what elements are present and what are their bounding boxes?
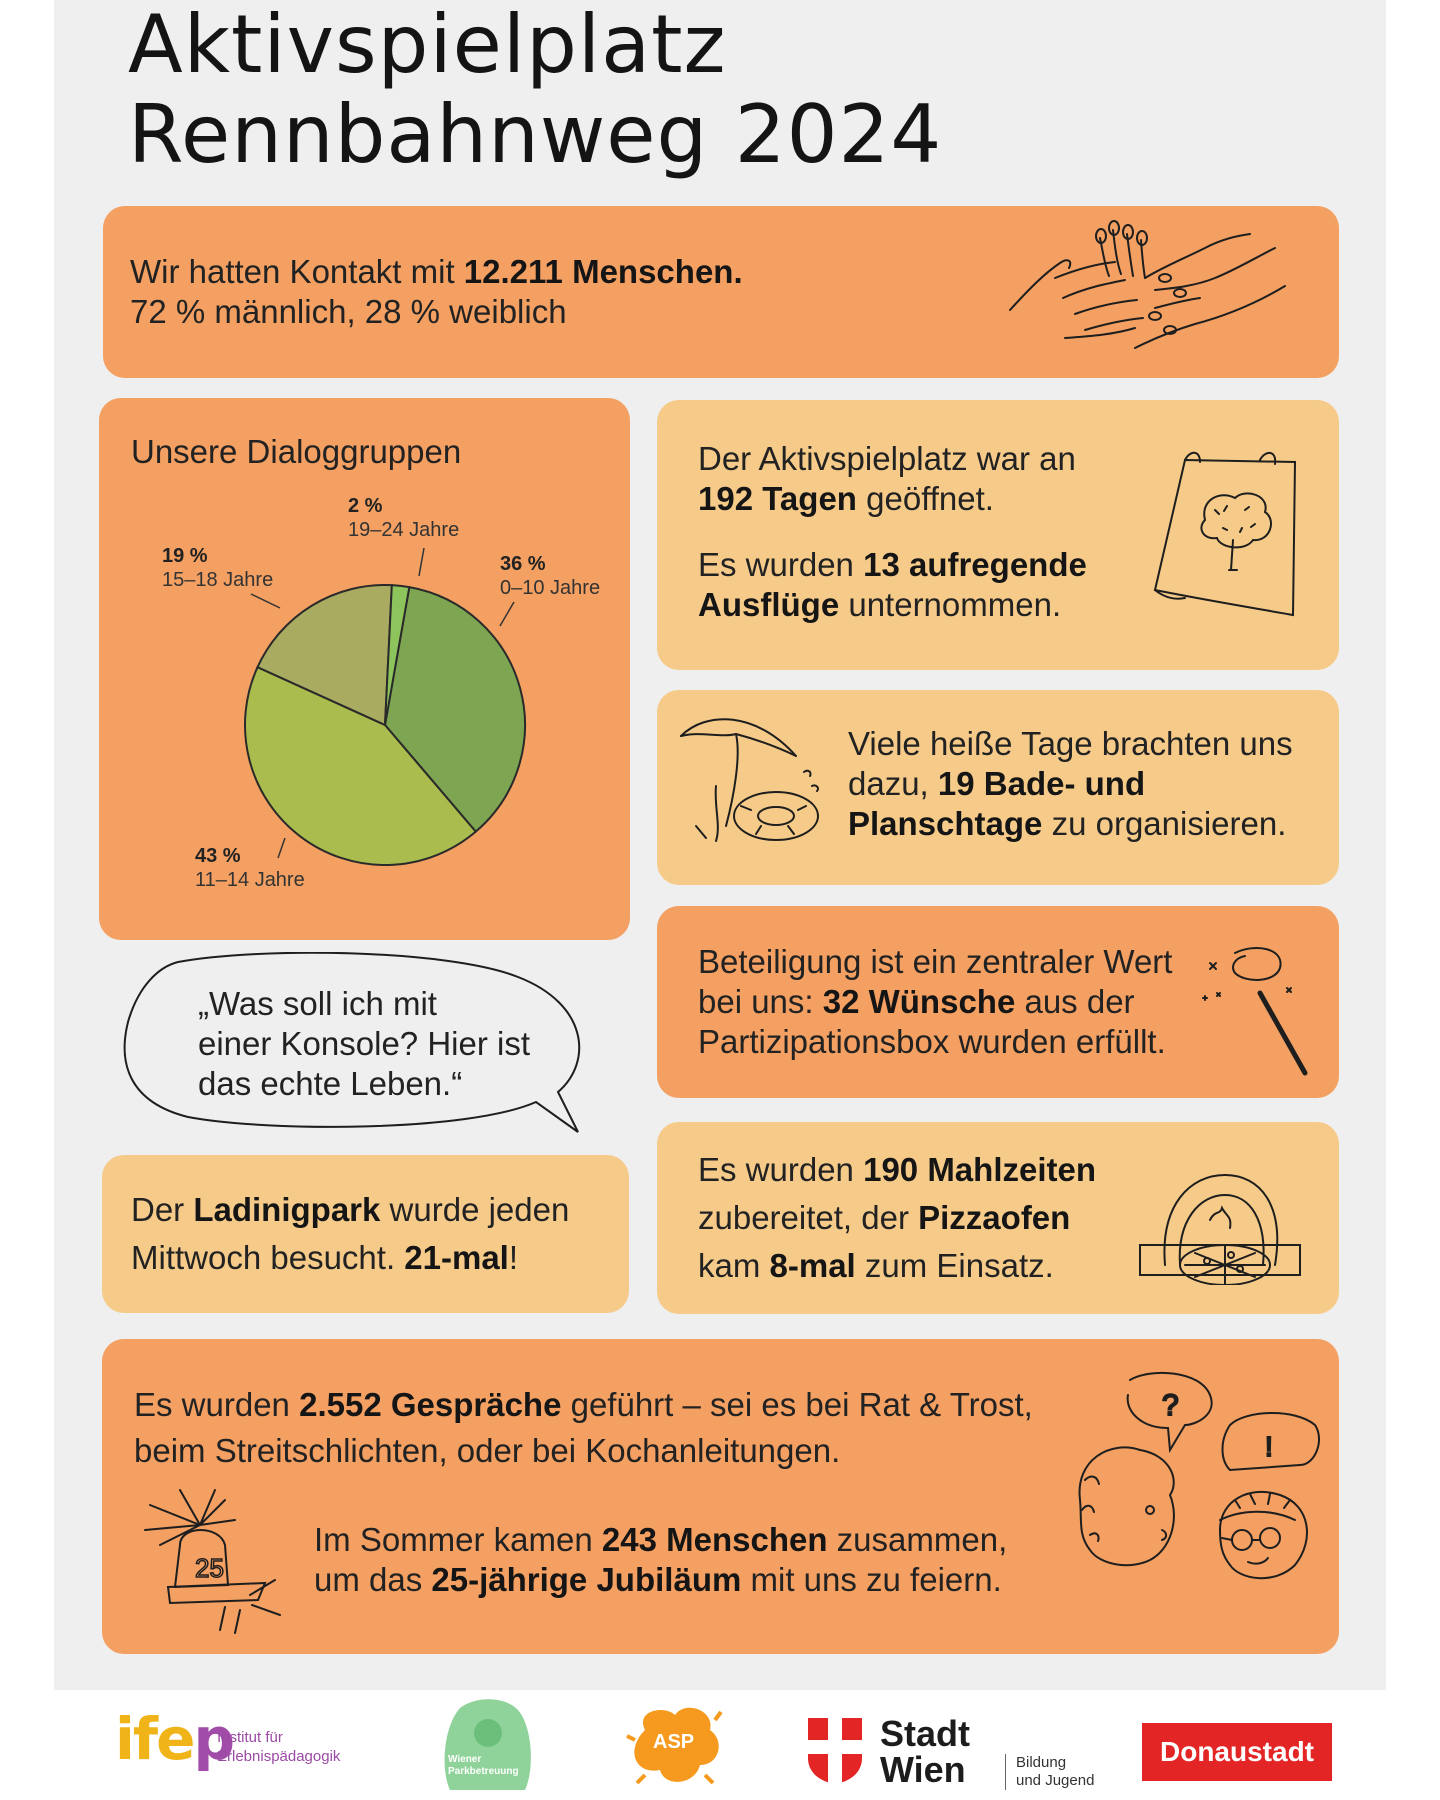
pizza-oven-label: Pizzaofen: [918, 1199, 1071, 1236]
park-name: Ladinigpark: [193, 1191, 381, 1228]
pie-age-19-24: 19–24 Jahre: [348, 519, 460, 541]
park-line-2-rest: !: [508, 1239, 519, 1276]
park-visit-count: 21-mal: [404, 1239, 509, 1276]
anniversary-line-1-prefix: Im Sommer kamen: [314, 1521, 602, 1558]
bath-days-count: 19 Bade- und: [937, 765, 1146, 802]
ifep-logo-i: i: [115, 1705, 133, 1773]
contact-gender-split: 72 % männlich, 28 % weiblich: [130, 293, 567, 330]
pie-pct-19-24: 2 %: [348, 495, 383, 517]
umbrella-icon: [676, 706, 831, 856]
pie-age-11-14: 11–14 Jahre: [195, 869, 305, 891]
pie-pct-11-14: 43 %: [195, 845, 241, 867]
quote-line-2: einer Konsole? Hier ist: [198, 1025, 530, 1062]
meals-line-3-rest: zum Einsatz.: [855, 1247, 1054, 1284]
talks-line-1-rest: geführt – sei es bei Rat & Trost,: [561, 1386, 1033, 1423]
meals-count: 190 Mahlzeiten: [863, 1151, 1097, 1188]
pie-age-15-18: 15–18 Jahre: [162, 569, 274, 591]
bildung-line-1: Bildung: [1016, 1754, 1067, 1771]
pie-pct-0-10: 36 %: [500, 553, 546, 575]
question-mark: ?: [1162, 1389, 1179, 1422]
bath-days-label: Planschtage: [848, 805, 1043, 842]
park-line-2-prefix: Mittwoch besucht.: [131, 1239, 405, 1276]
opening-excursions-count: 13 aufregende: [863, 546, 1087, 583]
participation-line-1: Beteiligung ist ein zentraler Wert: [698, 943, 1173, 980]
anniversary-guests-count: 243 Menschen: [601, 1521, 828, 1558]
opening-excursions-label: Ausflüge: [698, 586, 840, 623]
stadt-wien-flag-icon: [808, 1718, 862, 1784]
anniversary-line-2-prefix: um das: [314, 1561, 432, 1598]
anniversary-cake-icon: [140, 1485, 290, 1635]
asp-logo-text: ASP: [653, 1731, 695, 1753]
title-line-2: Rennbahnweg 2024: [128, 88, 943, 181]
parkbetreuung-line-2: Parkbetreuung: [448, 1766, 519, 1777]
ifep-line-1: Institut für: [217, 1729, 283, 1746]
meals-text: [698, 1146, 1096, 1290]
participation-line-2-prefix: bei uns:: [698, 983, 823, 1020]
bath-line-3-rest: zu organisieren.: [1042, 805, 1287, 842]
bath-days-text: [848, 724, 1293, 844]
stadt-label: Stadt: [880, 1713, 970, 1754]
meals-line-3-prefix: kam: [698, 1247, 770, 1284]
talks-line-2: beim Streitschlichten, oder bei Kochanleitungen.: [134, 1432, 841, 1469]
opening-line-1: Der Aktivspielplatz war an: [698, 440, 1076, 477]
opening-line-2-rest: geöffnet.: [856, 480, 994, 517]
magic-wand-icon: [1195, 938, 1315, 1078]
title-line-1: Aktivspielplatz: [128, 0, 727, 91]
park-line-1-rest: wurde jeden: [380, 1191, 570, 1228]
exclamation-mark: !: [1265, 1431, 1273, 1462]
bildung-line-2: und Jugend: [1016, 1772, 1095, 1789]
parkbetreuung-line-1: Wiener: [448, 1754, 482, 1765]
wien-label: Wien: [880, 1749, 966, 1790]
anniversary-label: 25-jährige Jubiläum: [431, 1561, 742, 1598]
participation-wishes-count: 32 Wünsche: [822, 983, 1016, 1020]
anniversary-line-2-rest: mit uns zu feiern.: [741, 1561, 1002, 1598]
bath-line-2-prefix: dazu,: [848, 765, 938, 802]
anniversary-text: [314, 1520, 1007, 1600]
opening-days-count: 192 Tagen: [698, 480, 857, 517]
ifep-logo-text: [217, 1728, 340, 1766]
bildung-jugend-label: [1005, 1754, 1094, 1790]
participation-line-3: Partizipationsbox wurden erfüllt.: [698, 1023, 1166, 1060]
cake-number: 25: [195, 1553, 224, 1583]
bath-line-1: Viele heiße Tage brachten uns: [848, 725, 1293, 762]
wiener-parkbetreuung-logo: [440, 1698, 535, 1798]
park-line-1-prefix: Der: [131, 1191, 194, 1228]
pizza-oven-icon: [1135, 1165, 1305, 1285]
opening-line-3-prefix: Es wurden: [698, 546, 864, 583]
ifep-logo: [115, 1705, 233, 1773]
opening-days-text: [698, 439, 1087, 625]
ladinigpark-text: [131, 1186, 569, 1282]
calendar-icon: [1145, 440, 1310, 630]
dialog-groups-title: Unsere Dialoggruppen: [131, 433, 462, 470]
anniversary-line-1-rest: zusammen,: [827, 1521, 1008, 1558]
participation-line-2-rest: aus der: [1015, 983, 1135, 1020]
donaustadt-logo: Donaustadt: [1142, 1723, 1332, 1781]
pie-pct-15-18: 19 %: [162, 545, 208, 567]
quote-line-3: das echte Leben.“: [198, 1065, 463, 1102]
pie-age-0-10: 0–10 Jahre: [500, 577, 601, 599]
ifep-line-2: Erlebnispädagogik: [217, 1748, 341, 1765]
quote-text: [198, 984, 530, 1104]
meals-line-1-prefix: Es wurden: [698, 1151, 864, 1188]
asp-logo: [625, 1700, 725, 1790]
meals-line-2-prefix: zubereitet, der: [698, 1199, 919, 1236]
stadt-wien-logo-text: [880, 1713, 970, 1790]
participation-text: [698, 942, 1172, 1062]
contact-total: 12.211 Menschen.: [463, 253, 743, 290]
talks-count: 2.552 Gespräche: [299, 1386, 562, 1423]
talks-line-1-prefix: Es wurden: [134, 1386, 300, 1423]
ifep-logo-e: e: [156, 1705, 194, 1773]
pizza-oven-count: 8-mal: [769, 1247, 856, 1284]
opening-line-4-rest: unternommen.: [839, 586, 1062, 623]
contact-prefix: Wir hatten Kontakt mit: [130, 253, 464, 290]
talks-text: [134, 1382, 1033, 1474]
ifep-logo-f: f: [132, 1705, 157, 1773]
talking-people-icon: [1070, 1370, 1330, 1625]
ifep-logo-p: p: [193, 1705, 233, 1773]
quote-line-1: „Was soll ich mit: [198, 985, 437, 1022]
